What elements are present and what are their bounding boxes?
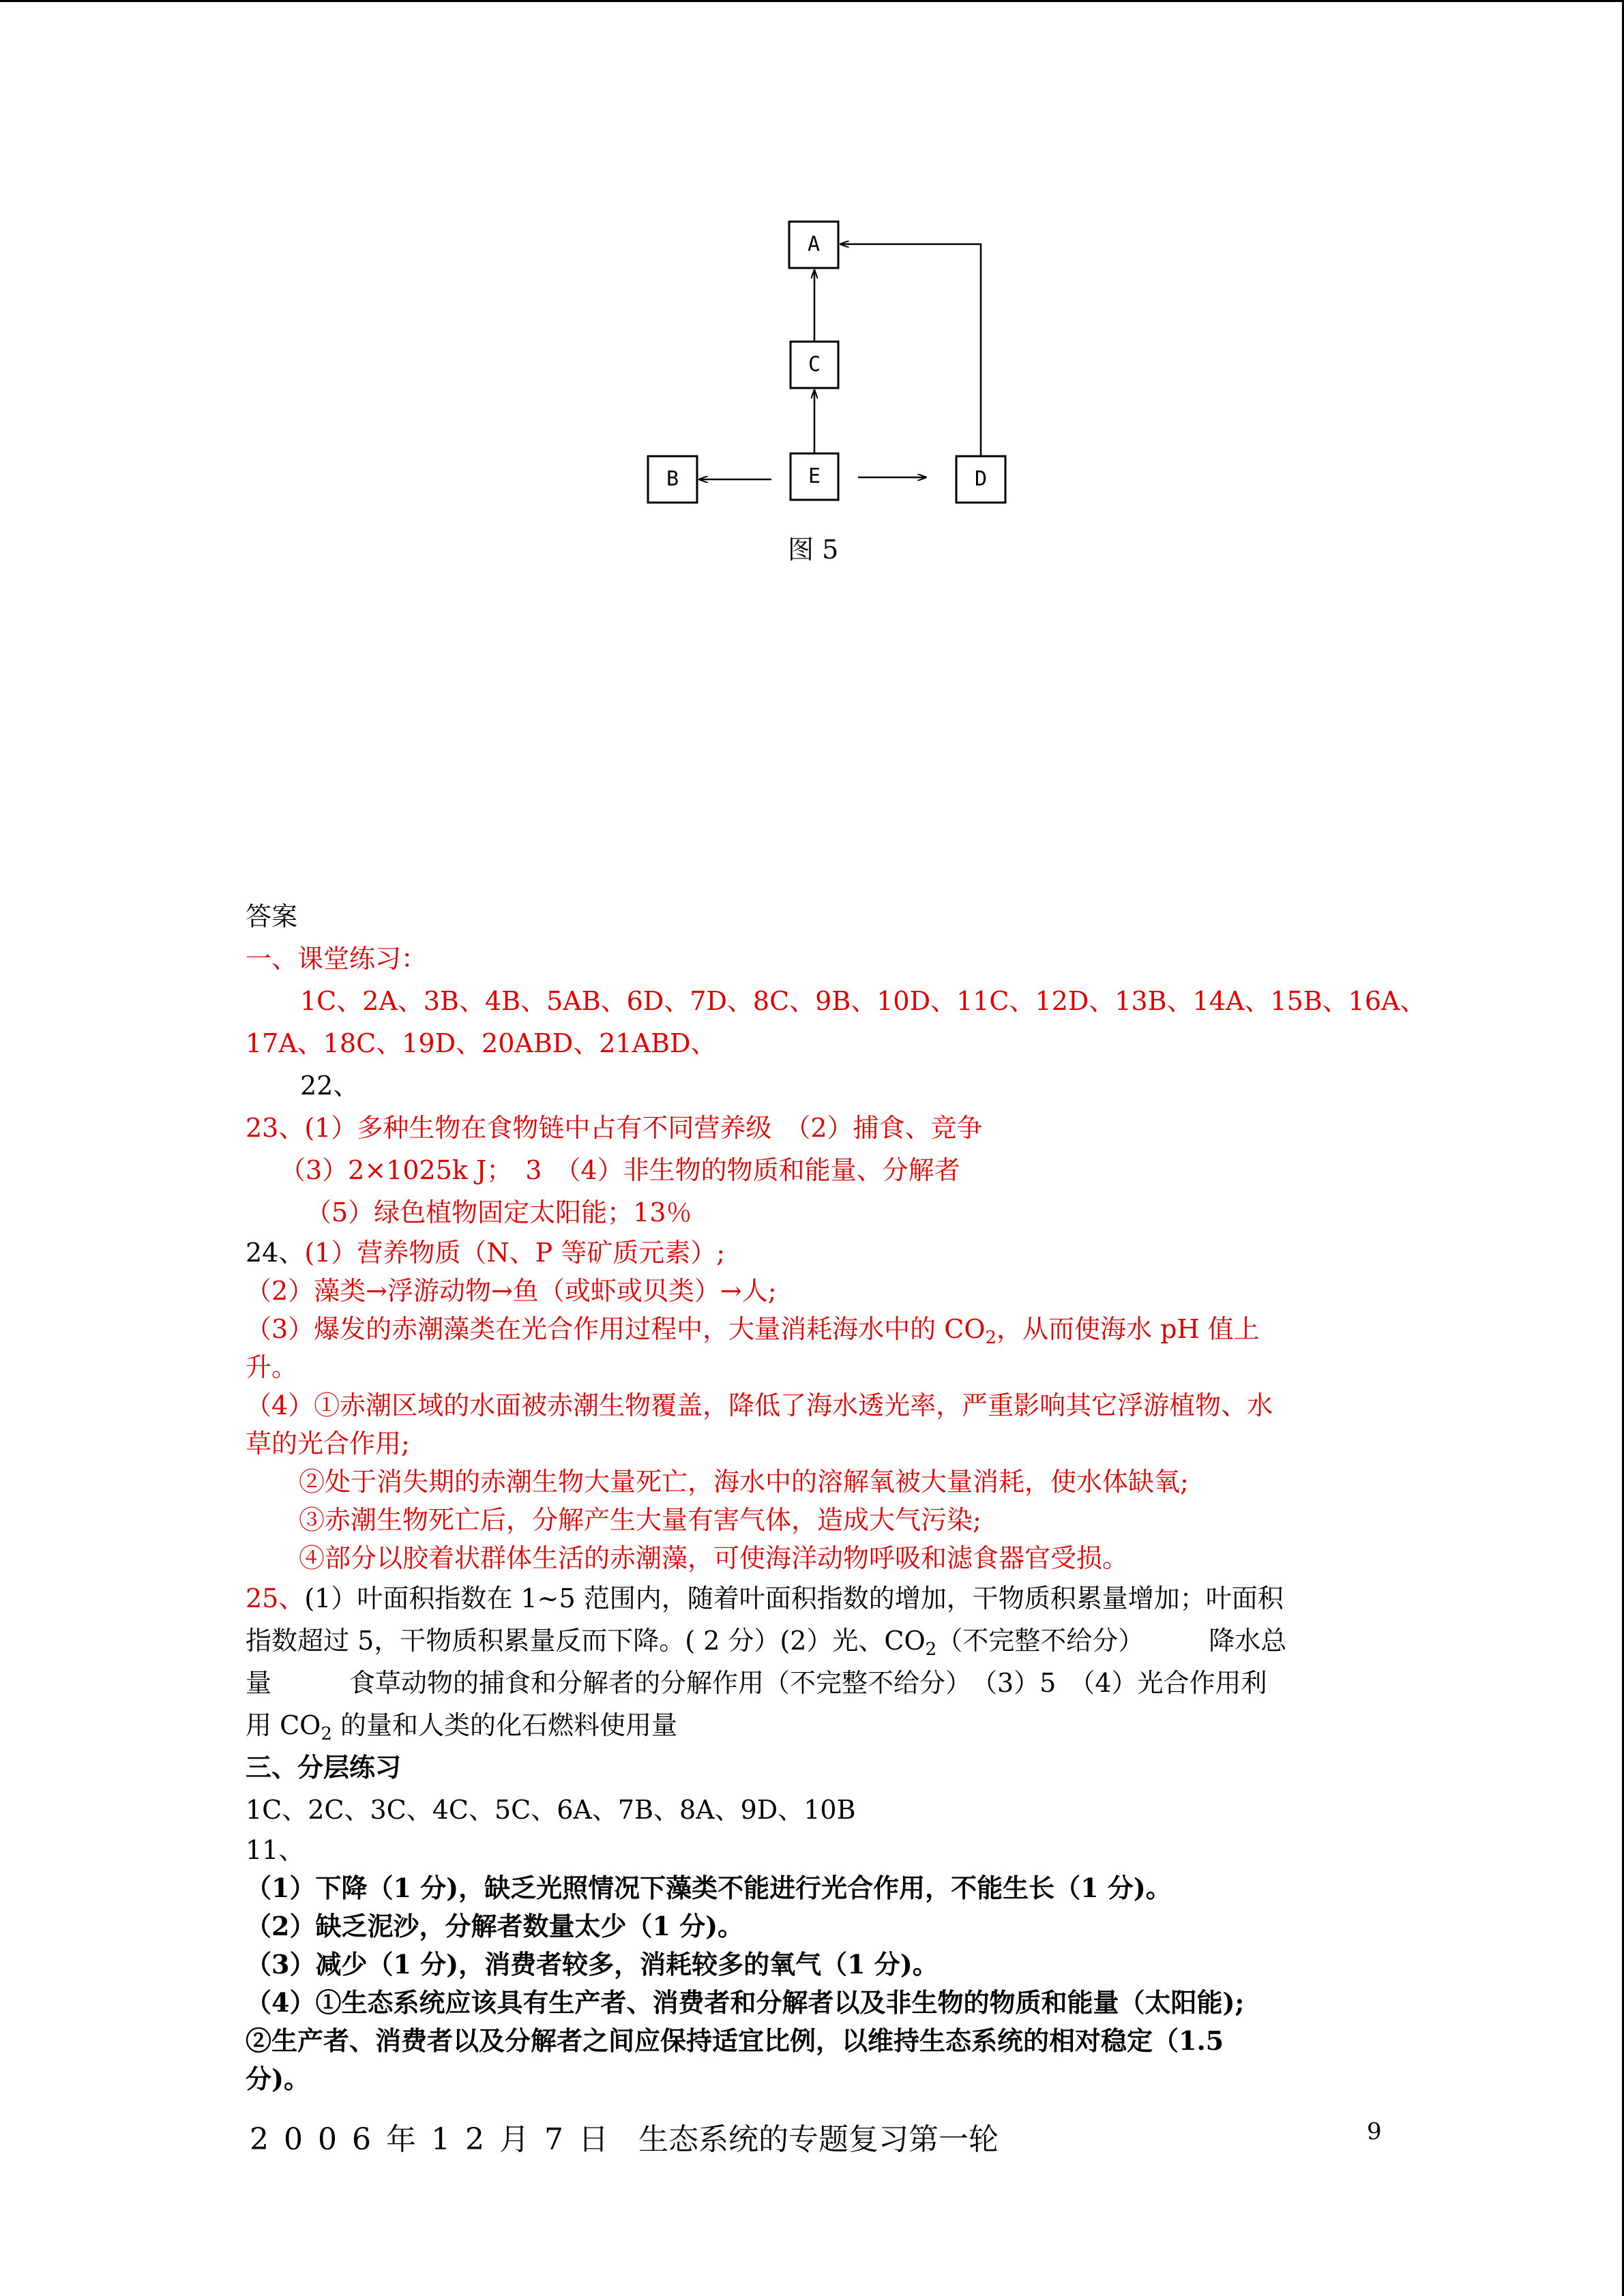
- q24-number: 24、: [246, 1238, 305, 1268]
- q24-line2: （2）藻类→浮游动物→鱼（或虾或贝类）→人;: [246, 1276, 777, 1306]
- q25-line1: [246, 1577, 1378, 1620]
- q11-line5: ②生产者、消费者以及分解者之间应保持适宜比例，以维持生态系统的相对稳定（1.5: [246, 2025, 1224, 2056]
- q24-line1: [246, 1234, 1378, 1272]
- q24-line3-cont: 升。: [246, 1352, 298, 1382]
- figure-caption: 图 5: [788, 535, 839, 565]
- node-c-label: C: [808, 353, 821, 376]
- page-footer: [250, 2119, 1382, 2160]
- q25-co2-subscript-2: 2: [321, 1724, 332, 1744]
- node-d-label: D: [974, 467, 988, 491]
- q24-line6: ③赤潮生物死亡后，分解产生大量有害气体，造成大气污染;: [299, 1505, 981, 1535]
- q23-line2: （3）2×1025k J； 3 （4）非生物的物质和能量、分解者: [280, 1155, 960, 1185]
- mc-answers-line1: 1C、2A、3B、4B、5AB、6D、7D、8C、9B、10D、11C、12D、13B、14A、15B、16A、: [300, 986, 1426, 1016]
- q23-line1: 23、(1）多种生物在食物链中占有不同营养级 （2）捕食、竞争: [246, 1113, 983, 1143]
- q11-line6: 分)。: [246, 2063, 310, 2094]
- q24-line4: （4）①赤潮区域的水面被赤潮生物覆盖，降低了海水透光率，严重影响其它浮游植物、水: [246, 1390, 1273, 1420]
- arrow-d-to-a: [840, 244, 981, 456]
- node-b-label: B: [666, 467, 679, 491]
- mc3-answers: 1C、2C、3C、4C、5C、6A、7B、8A、9D、10B: [246, 1795, 856, 1825]
- q24-line7: ④部分以胶着状群体生活的赤潮藻，可使海洋动物呼吸和滤食器官受损。: [299, 1543, 1129, 1573]
- q25-number: 25、: [246, 1583, 305, 1613]
- q25-part2a: 指数超过 5，干物质积累量反而下降。( 2 分）(2）光、CO: [246, 1626, 926, 1656]
- q24-line3: [246, 1310, 1378, 1348]
- q24-part3a: （3）爆发的赤潮藻类在光合作用过程中，大量消耗海水中的 CO: [246, 1314, 986, 1344]
- diagram-canvas: [641, 218, 1023, 573]
- q24-part1: (1）营养物质（N、P 等矿质元素）;: [304, 1238, 726, 1268]
- footer-date: 2006年12月7日: [250, 2122, 623, 2157]
- q24-line5: ②处于消失期的赤潮生物大量死亡，海水中的溶解氧被大量消耗，使水体缺氧;: [299, 1467, 1189, 1497]
- section3-title: 三、分层练习: [246, 1752, 402, 1783]
- node-e-label: E: [808, 464, 821, 488]
- answers-heading: 答案: [246, 901, 298, 931]
- answers-section: [246, 895, 1426, 2098]
- q25-line3: 量 食草动物的捕食和分解者的分解作用（不完整不给分） （3）5 （4）光合作用利: [246, 1668, 1267, 1698]
- mc-answers-line2: 17A、18C、19D、20ABD、21ABD、: [246, 1028, 717, 1058]
- q25-part2b: （不完整不给分） 降水总: [936, 1626, 1287, 1656]
- q11-line2: （2）缺乏泥沙，分解者数量太少（1 分)。: [246, 1911, 744, 1941]
- q22-label: 22、: [300, 1071, 359, 1101]
- q25-line4: [246, 1704, 1378, 1746]
- q24-co2-subscript: 2: [985, 1328, 997, 1348]
- page-number: 9: [1367, 2118, 1382, 2145]
- node-a-label: A: [807, 233, 821, 256]
- q23-line3: （5）绿色植物固定太阳能；13％: [306, 1197, 692, 1227]
- q11-label: 11、: [246, 1835, 305, 1865]
- section1-title: 一、课堂练习：: [246, 944, 428, 974]
- q25-part1: (1）叶面积指数在 1~5 范围内，随着叶面积指数的增加，干物质积累量增加；叶面积: [304, 1583, 1284, 1613]
- q11-line1: （1）下降（1 分)，缺乏光照情况下藻类不能进行光合作用，不能生长（1 分)。: [246, 1873, 1172, 1903]
- q11-line4: （4）①生态系统应该具有生产者、消费者和分解者以及非生物的物质和能量（太阳能);: [246, 1987, 1245, 2018]
- q25-part4a: 用 CO: [246, 1710, 321, 1740]
- q11-line3: （3）减少（1 分)，消费者较多，消耗较多的氧气（1 分)。: [246, 1949, 939, 1980]
- q25-part4b: 的量和人类的化石燃料使用量: [331, 1710, 677, 1740]
- q25-co2-subscript: 2: [925, 1639, 937, 1660]
- footer-title: 生态系统的专题复习第一轮: [638, 2122, 999, 2157]
- q24-part3b: ，从而使海水 pH 值上: [996, 1314, 1260, 1344]
- q24-line4-cont: 草的光合作用;: [246, 1429, 410, 1459]
- q25-line2: [246, 1620, 1378, 1662]
- figure-5-diagram: [641, 218, 1023, 573]
